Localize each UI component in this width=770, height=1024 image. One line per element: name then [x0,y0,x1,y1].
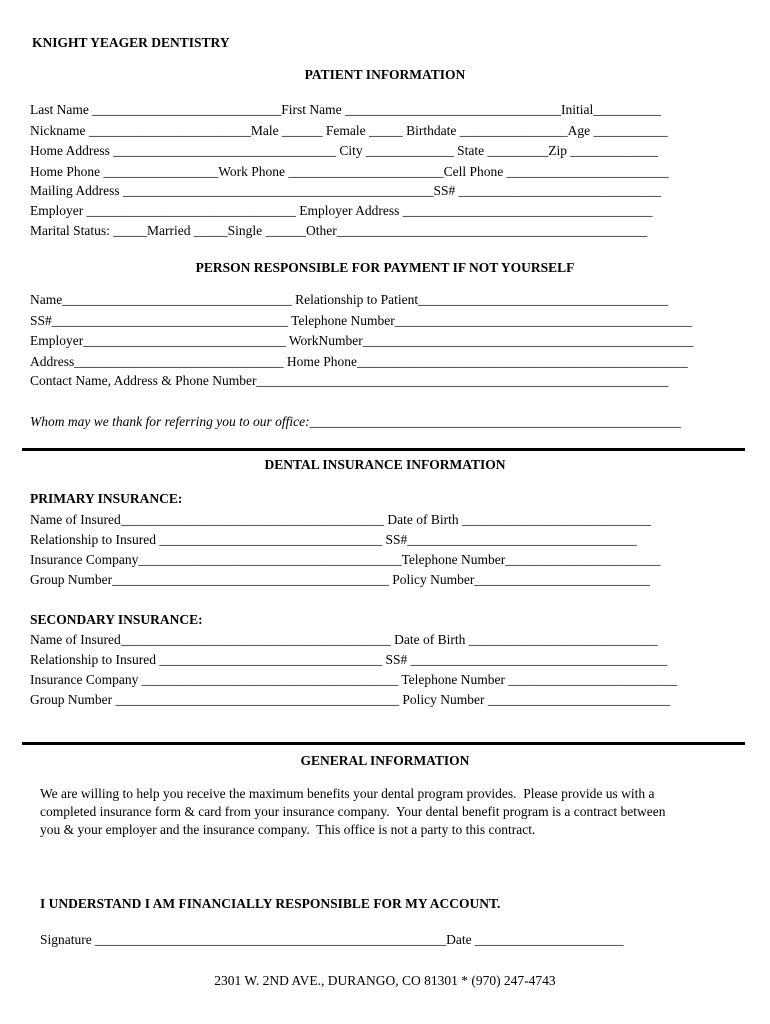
primary-line-insured[interactable]: Name of Insured_______________________________________ Date of Birth ____________________________ [30,512,651,527]
general-paragraph-line: We are willing to help you receive the maximum benefits your dental program provides. Please provide us with a [40,786,655,801]
patient-line-phones[interactable]: Home Phone _________________Work Phone _______________________Cell Phone ________________________ [30,164,669,179]
footer-address: 2301 W. 2ND AVE., DURANGO, CO 81301 * (970) 247-4743 [214,973,556,988]
responsible-heading: PERSON RESPONSIBLE FOR PAYMENT IF NOT YOURSELF [195,260,575,275]
patient-line-employer[interactable]: Employer _______________________________ Employer Address _____________________________________ [30,203,653,218]
responsible-line-address[interactable]: Address_______________________________ Home Phone_________________________________________________ [30,354,688,369]
section-divider [22,448,745,451]
primary-line-group[interactable]: Group Number_________________________________________ Policy Number__________________________ [30,572,650,587]
patient-line-home-address[interactable]: Home Address _________________________________ City _____________ State _________Zip _____________ [30,143,659,158]
responsible-line-name[interactable]: Name__________________________________ Relationship to Patient_____________________________________ [30,292,668,307]
section-divider [22,742,745,745]
responsible-line-employer[interactable]: Employer______________________________ WorkNumber_________________________________________________ [30,333,694,348]
financial-acknowledgment: I UNDERSTAND I AM FINANCIALLY RESPONSIBLE FOR MY ACCOUNT. [40,896,501,911]
secondary-insurance-heading: SECONDARY INSURANCE: [30,612,203,627]
insurance-heading: DENTAL INSURANCE INFORMATION [264,457,506,472]
secondary-line-insured[interactable]: Name of Insured________________________________________ Date of Birth ____________________________ [30,632,658,647]
practice-name: KNIGHT YEAGER DENTISTRY [32,35,230,50]
secondary-line-company[interactable]: Insurance Company ______________________________________ Telephone Number _________________________ [30,672,678,687]
general-paragraph-line: completed insurance form & card from your insurance company. Your dental benefit program is a contract between [40,804,666,819]
general-heading: GENERAL INFORMATION [300,753,470,768]
secondary-line-group[interactable]: Group Number __________________________________________ Policy Number ___________________________ [30,692,671,707]
primary-line-relationship[interactable]: Relationship to Insured _________________________________ SS#__________________________________ [30,532,637,547]
responsible-line-contact[interactable]: Contact Name, Address & Phone Number_____________________________________________________________ [30,373,669,388]
general-paragraph-line: you & your employer and the insurance company. This office is not a party to this contract. [40,822,536,837]
referral-line[interactable]: Whom may we thank for referring you to our office:_______________________________________________________ [30,414,681,429]
patient-line-name[interactable]: Last Name ____________________________First Name ________________________________Initial__________ [30,102,661,117]
responsible-line-ss[interactable]: SS#___________________________________ Telephone Number____________________________________________ [30,313,692,328]
patient-line-mailing[interactable]: Mailing Address ______________________________________________SS# ______________________________ [30,183,662,198]
primary-line-company[interactable]: Insurance Company_______________________________________Telephone Number_______________________ [30,552,661,567]
primary-insurance-heading: PRIMARY INSURANCE: [30,491,183,506]
patient-line-marital[interactable]: Marital Status: _____Married _____Single ______Other______________________________________________ [30,223,648,238]
patient-line-nickname[interactable]: Nickname ________________________Male ______ Female _____ Birthdate ________________Age ___________ [30,123,668,138]
secondary-line-relationship[interactable]: Relationship to Insured _________________________________ SS# ______________________________________ [30,652,668,667]
form-title: PATIENT INFORMATION [304,67,466,82]
signature-date-line[interactable]: Signature ____________________________________________________Date ______________________ [40,932,624,947]
